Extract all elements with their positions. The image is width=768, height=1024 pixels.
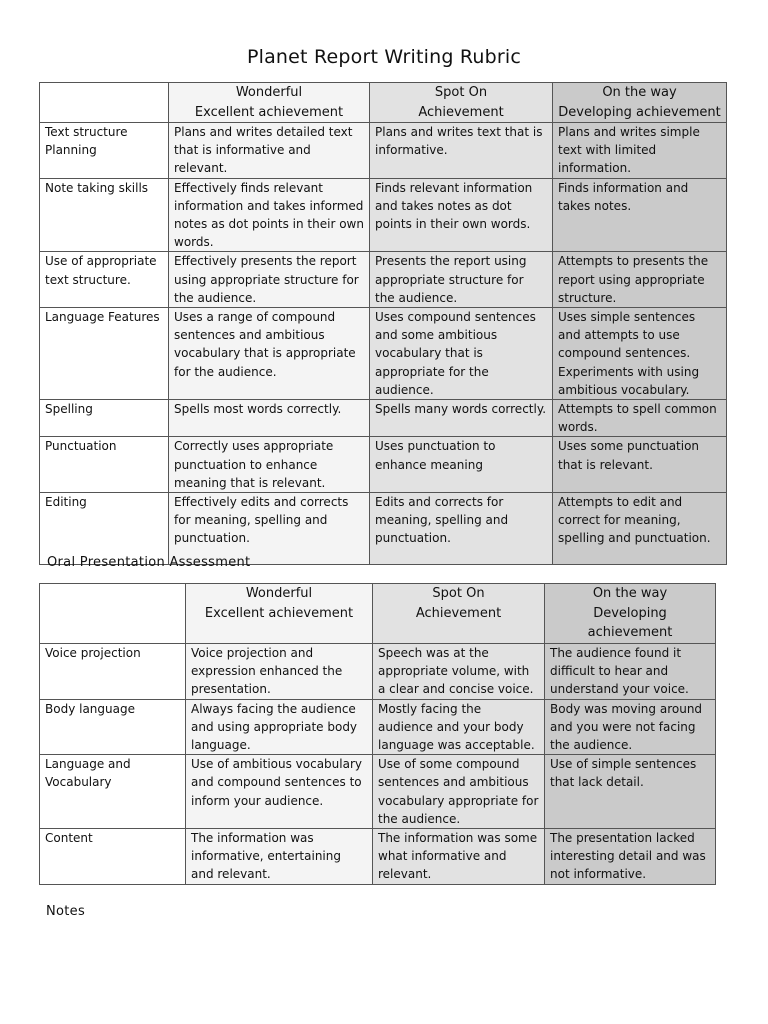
on-the-way-cell: Plans and writes simple text with limited information.	[553, 123, 727, 179]
wonderful-cell: Correctly uses appropriate punctuation to enhance meaning that is relevant.	[169, 437, 370, 493]
wonderful-cell: Effectively edits and corrects for meaning, spelling and punctuation.	[169, 493, 370, 565]
table-row	[40, 699, 716, 755]
header-row	[40, 584, 716, 644]
header-spot-on: Spot On Achievement	[373, 584, 545, 644]
page-title: Planet Report Writing Rubric	[246, 46, 522, 68]
wonderful-cell: Spells most words correctly.	[169, 400, 370, 437]
table-row	[40, 308, 727, 400]
spot-on-cell: Uses compound sentences and some ambitious vocabulary that is appropriate for the audience.	[370, 308, 553, 400]
criterion-cell: Language Features	[40, 308, 169, 400]
wonderful-cell: Uses a range of compound sentences and ambitious vocabulary that is appropriate for the audience.	[169, 308, 370, 400]
wonderful-cell: The information was informative, entertaining and relevant.	[186, 829, 373, 885]
spot-on-cell: The information was some what informative and relevant.	[373, 829, 545, 885]
criterion-cell: Spelling	[40, 400, 169, 437]
spot-on-cell: Uses punctuation to enhance meaning	[370, 437, 553, 493]
criterion-cell: Voice projection	[40, 644, 186, 700]
spot-on-cell: Finds relevant information and takes notes as dot points in their own words.	[370, 178, 553, 252]
on-the-way-cell: Finds information and takes notes.	[553, 178, 727, 252]
criterion-cell: Editing	[40, 493, 169, 565]
spot-on-cell: Edits and corrects for meaning, spelling and punctuation.	[370, 493, 553, 565]
table-row	[40, 644, 716, 700]
table-row	[40, 493, 727, 565]
header-row	[40, 83, 727, 123]
spot-on-cell: Presents the report using appropriate structure for the audience.	[370, 252, 553, 308]
header-criterion	[40, 584, 186, 644]
on-the-way-cell: Use of simple sentences that lack detail.	[545, 755, 716, 829]
table-row	[40, 755, 716, 829]
on-the-way-cell: Uses some punctuation that is relevant.	[553, 437, 727, 493]
criterion-cell: Text structure Planning	[40, 123, 169, 179]
criterion-cell: Use of appropriate text structure.	[40, 252, 169, 308]
table-row	[40, 178, 727, 252]
spot-on-cell: Plans and writes text that is informative.	[370, 123, 553, 179]
oral-presentation-heading: Oral Presentation Assessment	[47, 555, 251, 570]
header-wonderful: Wonderful Excellent achievement	[169, 83, 370, 123]
oral-presentation-table	[39, 583, 716, 885]
header-criterion	[40, 83, 169, 123]
wonderful-cell: Plans and writes detailed text that is informative and relevant.	[169, 123, 370, 179]
spot-on-cell: Spells many words correctly.	[370, 400, 553, 437]
wonderful-cell: Voice projection and expression enhanced the presentation.	[186, 644, 373, 700]
spot-on-cell: Speech was at the appropriate volume, with a clear and concise voice.	[373, 644, 545, 700]
on-the-way-cell: The audience found it difficult to hear and understand your voice.	[545, 644, 716, 700]
criterion-cell: Body language	[40, 699, 186, 755]
header-wonderful: Wonderful Excellent achievement	[186, 584, 373, 644]
on-the-way-cell: Attempts to spell common words.	[553, 400, 727, 437]
table-row	[40, 437, 727, 493]
wonderful-cell: Effectively presents the report using appropriate structure for the audience.	[169, 252, 370, 308]
table-row	[40, 123, 727, 179]
criterion-cell: Note taking skills	[40, 178, 169, 252]
notes-heading: Notes	[46, 904, 86, 919]
table-row	[40, 252, 727, 308]
table-row	[40, 829, 716, 885]
spot-on-cell: Use of some compound sentences and ambitious vocabulary appropriate for the audience.	[373, 755, 545, 829]
header-on-the-way: On the way Developing achievement	[545, 584, 716, 644]
on-the-way-cell: Body was moving around and you were not facing the audience.	[545, 699, 716, 755]
wonderful-cell: Effectively finds relevant information and takes informed notes as dot points in their own words.	[169, 178, 370, 252]
wonderful-cell: Always facing the audience and using appropriate body language.	[186, 699, 373, 755]
header-spot-on: Spot On Achievement	[370, 83, 553, 123]
spot-on-cell: Mostly facing the audience and your body language was acceptable.	[373, 699, 545, 755]
on-the-way-cell: The presentation lacked interesting detail and was not informative.	[545, 829, 716, 885]
criterion-cell: Language and Vocabulary	[40, 755, 186, 829]
criterion-cell: Punctuation	[40, 437, 169, 493]
criterion-cell: Content	[40, 829, 186, 885]
writing-rubric-table	[39, 82, 727, 565]
on-the-way-cell: Attempts to presents the report using appropriate structure.	[553, 252, 727, 308]
on-the-way-cell: Uses simple sentences and attempts to use compound sentences. Experiments with using ambitious vocabulary.	[553, 308, 727, 400]
wonderful-cell: Use of ambitious vocabulary and compound sentences to inform your audience.	[186, 755, 373, 829]
header-on-the-way: On the way Developing achievement	[553, 83, 727, 123]
on-the-way-cell: Attempts to edit and correct for meaning, spelling and punctuation.	[553, 493, 727, 565]
table-row	[40, 400, 727, 437]
